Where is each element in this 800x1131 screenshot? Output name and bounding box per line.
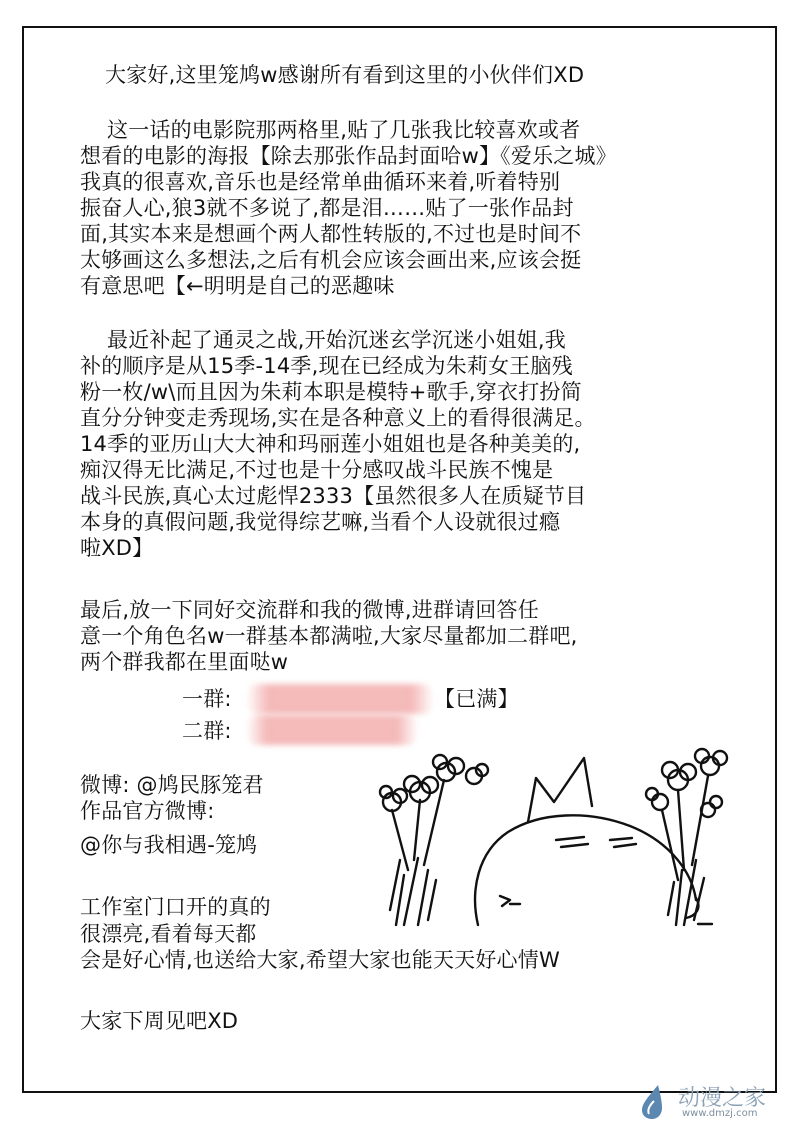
p1-line: 振奋人心,狼3就不多说了,都是泪……贴了一张作品封	[80, 196, 574, 220]
p4-line: 工作室门口开的真的	[80, 895, 271, 919]
p1-line: 这一话的电影院那两格里,贴了几张我比较喜欢或者	[107, 118, 581, 142]
p3-line: 两个群我都在里面哒w	[80, 650, 289, 674]
p4-line: 会是好心情,也送给大家,希望大家也能天天好心情W	[80, 948, 560, 972]
intro-line: 大家好,这里笼鸠w感谢所有看到这里的小伙伴们XD	[105, 63, 585, 87]
site-watermark	[632, 1081, 782, 1121]
weibo-line: 作品官方微博:	[80, 799, 215, 823]
p2-line: 最近补起了通灵之战,开始沉迷玄学沉迷小姐姐,我	[107, 328, 566, 352]
p2-line: 啦XD】	[80, 536, 154, 560]
closing-line: 大家下周见吧XD	[80, 1009, 239, 1033]
watermark-name: 动漫之家	[678, 1086, 767, 1111]
p1-line: 我真的很喜欢,音乐也是经常单曲循环来着,听着特别	[80, 170, 561, 194]
p2-line: 本身的真假问题,我觉得综艺嘛,当看个人设就很过瘾	[80, 510, 561, 534]
group2-label: 二群:	[182, 719, 232, 743]
group1-status: 【已满】	[434, 687, 519, 711]
p3-line: 最后,放一下同好交流群和我的微博,进群请回答任	[80, 598, 539, 622]
p1-line: 想看的电影的海报【除去那张作品封面哈w】《爱乐之城》	[80, 144, 617, 168]
bird-character-illustration	[378, 740, 738, 940]
p2-line: 痴汉得无比满足,不过也是十分感叹战斗民族不愧是	[80, 458, 554, 482]
p2-line: 粉一枚/w\而且因为朱莉本职是模特+歌手,穿衣打扮简	[80, 380, 582, 404]
p2-line: 战斗民族,真心太过彪悍2333【虽然很多人在质疑节目	[80, 484, 587, 508]
p2-line: 直分分钟变走秀现场,实在是各种意义上的看得很满足。	[80, 406, 596, 430]
p1-line: 有意思吧【←明明是自己的恶趣味	[80, 274, 395, 298]
p4-line: 很漂亮,看着每天都	[80, 922, 257, 946]
weibo-line: 微博: @鸠民豚笼君	[80, 773, 264, 797]
watermark-url: www.dmzj.com	[682, 1108, 758, 1119]
redacted-group1-number	[246, 684, 434, 714]
p2-line: 14季的亚历山大大神和玛丽莲小姐姐也是各种美美的,	[80, 432, 581, 456]
p2-line: 补的顺序是从15季-14季,现在已经成为朱莉女王脑残	[80, 354, 573, 378]
p3-line: 意一个角色名w一群基本都满啦,大家尽量都加二群吧,	[80, 624, 578, 648]
p1-line: 太够画这么多想法,之后有机会应该会画出来,应该会挺	[80, 248, 582, 272]
group1-label: 一群:	[182, 687, 232, 711]
droplet-logo-icon	[632, 1081, 672, 1121]
weibo-line: @你与我相遇-笼鸠	[80, 833, 258, 857]
p1-line: 面,其实本来是想画个两人都性转版的,不过也是时间不	[80, 222, 582, 246]
